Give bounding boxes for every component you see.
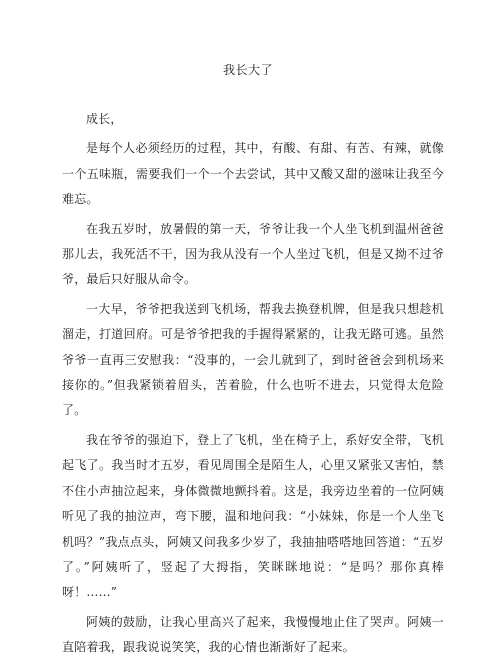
document-title: 我长大了 bbox=[222, 63, 273, 77]
paragraph: 是每个人必须经历的过程，其中，有酸、有甜、有苦、有辣，就像一个五味瓶，需要我们一个一个去尝试，其中又酸又甜的滋味让我至今难忘。 bbox=[62, 141, 444, 207]
paragraph: 成长， bbox=[86, 112, 123, 126]
paragraph: 我在爷爷的强迫下，登上了飞机，坐在椅子上，系好安全带，飞机起飞了。我当时才五岁，看见周围全是陌生人，心里又紧张又害怕，禁不住小声抽泣起来，身体微微地颤抖着。这是，我旁边坐着的一位阿姨听见了我的抽泣声，弯下腰，温和地问我：“小妹妹，你是一个人坐飞机吗？”我点点头，阿姨又问我多少岁了，我抽抽嗒嗒地回答道：“五岁了。”阿姨听了，竖起了大拇指，笑眯眯地说：“是吗？那你真棒呀！……” bbox=[62, 432, 444, 600]
paragraph: 一大早，爷爷把我送到飞机场，帮我去换登机牌，但是我只想趁机溜走，打道回府。可是爷爷把我的手握得紧紧的，让我无路可逃。虽然爷爷一直再三安慰我：“没事的，一会儿就到了，到时爸爸会到机场来接你的。”但我紧锁着眉头，苦着脸，什么也听不进去，只觉得太危险了。 bbox=[62, 301, 444, 418]
document-body bbox=[62, 107, 444, 665]
paragraph: 在我五岁时，放暑假的第一天，爷爷让我一个人坐飞机到温州爸爸那儿去，我死活不干，因为我从没有一个人坐过飞机，但是又拗不过爷爷，最后只好服从命令。 bbox=[62, 221, 444, 287]
paragraph: 阿姨的鼓励，让我心里高兴了起来，我慢慢地止住了哭声。阿姨一直陪着我，跟我说说笑笑，我的心情也渐渐好了起来。 bbox=[62, 614, 444, 655]
